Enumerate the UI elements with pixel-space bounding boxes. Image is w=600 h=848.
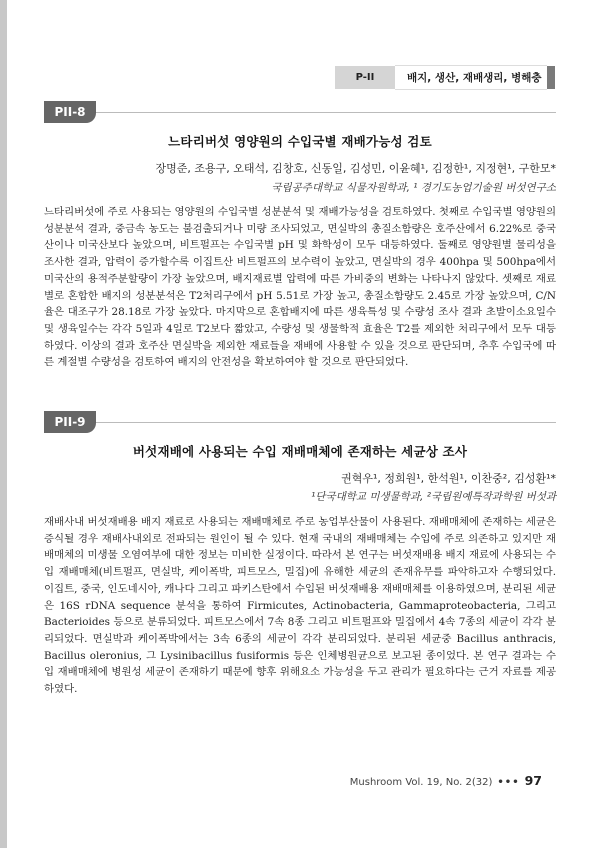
article-title: 느타리버섯 영양원의 수입국별 재배가능성 검토 [168,134,432,149]
article-code-badge: PII-9 [44,411,96,433]
page-edge-strip [0,0,7,848]
article-abstract: 느타리버섯에 주로 사용되는 영양원의 수입국별 성분분석 및 재배가능성을 검토하였다. 첫째로 수입국별 영양원의 성분분석 결과, 중금속 농도는 불검출되거나 미량 조사되었고, 면실박의 총질소함량은 호주산에서 6.22%로 중국산이나 미국산보다 높았으며, 비트펄프는 수입국별 pH 및 화학성이 모두 대등하였다. 둘째로 영양원별 물리성을 조사한 결과, 압력이 증가할수록 이집트산 비트펄프의 보수력이 높았고, 면실박의 경우 400hpa 및 500hpa에서 미국산의 용적주분할량이 가장 높았으며, 배지재료별 압력에 따른 가비중의 변화는 나타나지 않았다. 셋째로 재료별로 혼합한 배지의 성분분석은 T2처리구에서 pH 5.51로 가장 높고, 총질소함량도 2.45로 가장 높았으며, C/N율은 대조구가 28.18로 가장 높았다. 마지막으로 혼합배지에 따른 생육특성 및 수량성 조사 결과 초발이소요일수 및 생육일수는 각각 5일과 4일로 T2보다 짧았고, 수량성 및 생물학적 효율은 T2를 제외한 처리구에서 모두 대등하였다. 이상의 결과 호주산 면실박을 제외한 재료들을 재배에 사용할 수 있을 것으로 판단되며, 추후 수입국에 따른 계절별 수량성을 검토하여 배지의 안전성을 확보하여야 할 것으로 판단되었다. [44,206,556,369]
section-code: P-II [335,66,395,89]
article-code-badge: PII-8 [44,101,96,123]
article-affiliation: ¹단국대학교 미생물학과, ²국립원예특작과학원 버섯과 [311,491,556,503]
journal-citation: Mushroom Vol. 19, No. 2(32) [349,777,493,788]
article-authors: 장명준, 조용구, 오태석, 김창호, 신동일, 김성민, 이윤혜¹, 김정한¹, 지정현¹, 구한모* [155,162,556,175]
page-footer [350,773,542,788]
article-affiliation: 국립공주대학교 식물자원학과, ¹ 경기도농업기술원 버섯연구소 [271,182,556,194]
header-cap [547,66,555,89]
article-authors: 권혁우¹, 정희원¹, 한석원¹, 이찬중², 김성환¹* [341,472,556,485]
article-abstract: 재배사내 버섯재배용 배지 재료로 사용되는 재배매체로 주로 농업부산물이 사용된다. 재배매체에 존재하는 세균은 증식될 경우 재배사내외로 전파되는 원인이 될 수 있다. 현재 국내의 재배매체는 수입에 주로 의존하고 있지만 재배매체의 미생물 오염여부에 대한 정보는 미비한 실정이다. 따라서 본 연구는 버섯재배용 배지 재료에 사용되는 수입 재배매체(비트펄프, 면실박, 케이폭박, 피트모스, 밀집)에 유해한 세균의 존재유무를 파악하고자 수행되었다. 이집트, 중국, 인도네시아, 캐나다 그리고 파키스탄에서 수입된 버섯재배용 재배매체를 이용하였으며, 분리된 세균은 16S rDNA sequence 분석을 통하여 Firmicutes, Actinobacteria, Gammaproteobacteria, 그리고 Bacterioides 등으로 분류되었다. 피트모스에서 7속 8종 그리고 비트펄프와 밀집에서 4속 7종의 세균이 각각 분리되었다. 면실박과 케이폭박에서는 3속 6종의 세균이 각각 분리되었다. 분리된 세균중 Bacillus anthracis, Bacillus oleronius, 그 Lysinibacillus fusiformis 등은 인체병원균으로 보고된 종이었다. 본 연구 결과는 수입 재배매체에 병원성 세균이 존재하기 때문에 향후 위해요소 가능성을 두고 관리가 필요하다는 근거 자료를 제공하였다. [44,516,556,696]
section-header [335,66,555,89]
section-topic: 배지, 생산, 재배생리, 병해충 [395,65,547,90]
article-divider [44,112,556,113]
article-divider [44,422,556,423]
page-number: 97 [524,773,542,788]
footer-separator: ••• [497,777,520,788]
article-title: 버섯재배에 사용되는 수입 재배매체에 존재하는 세균상 조사 [132,444,468,459]
